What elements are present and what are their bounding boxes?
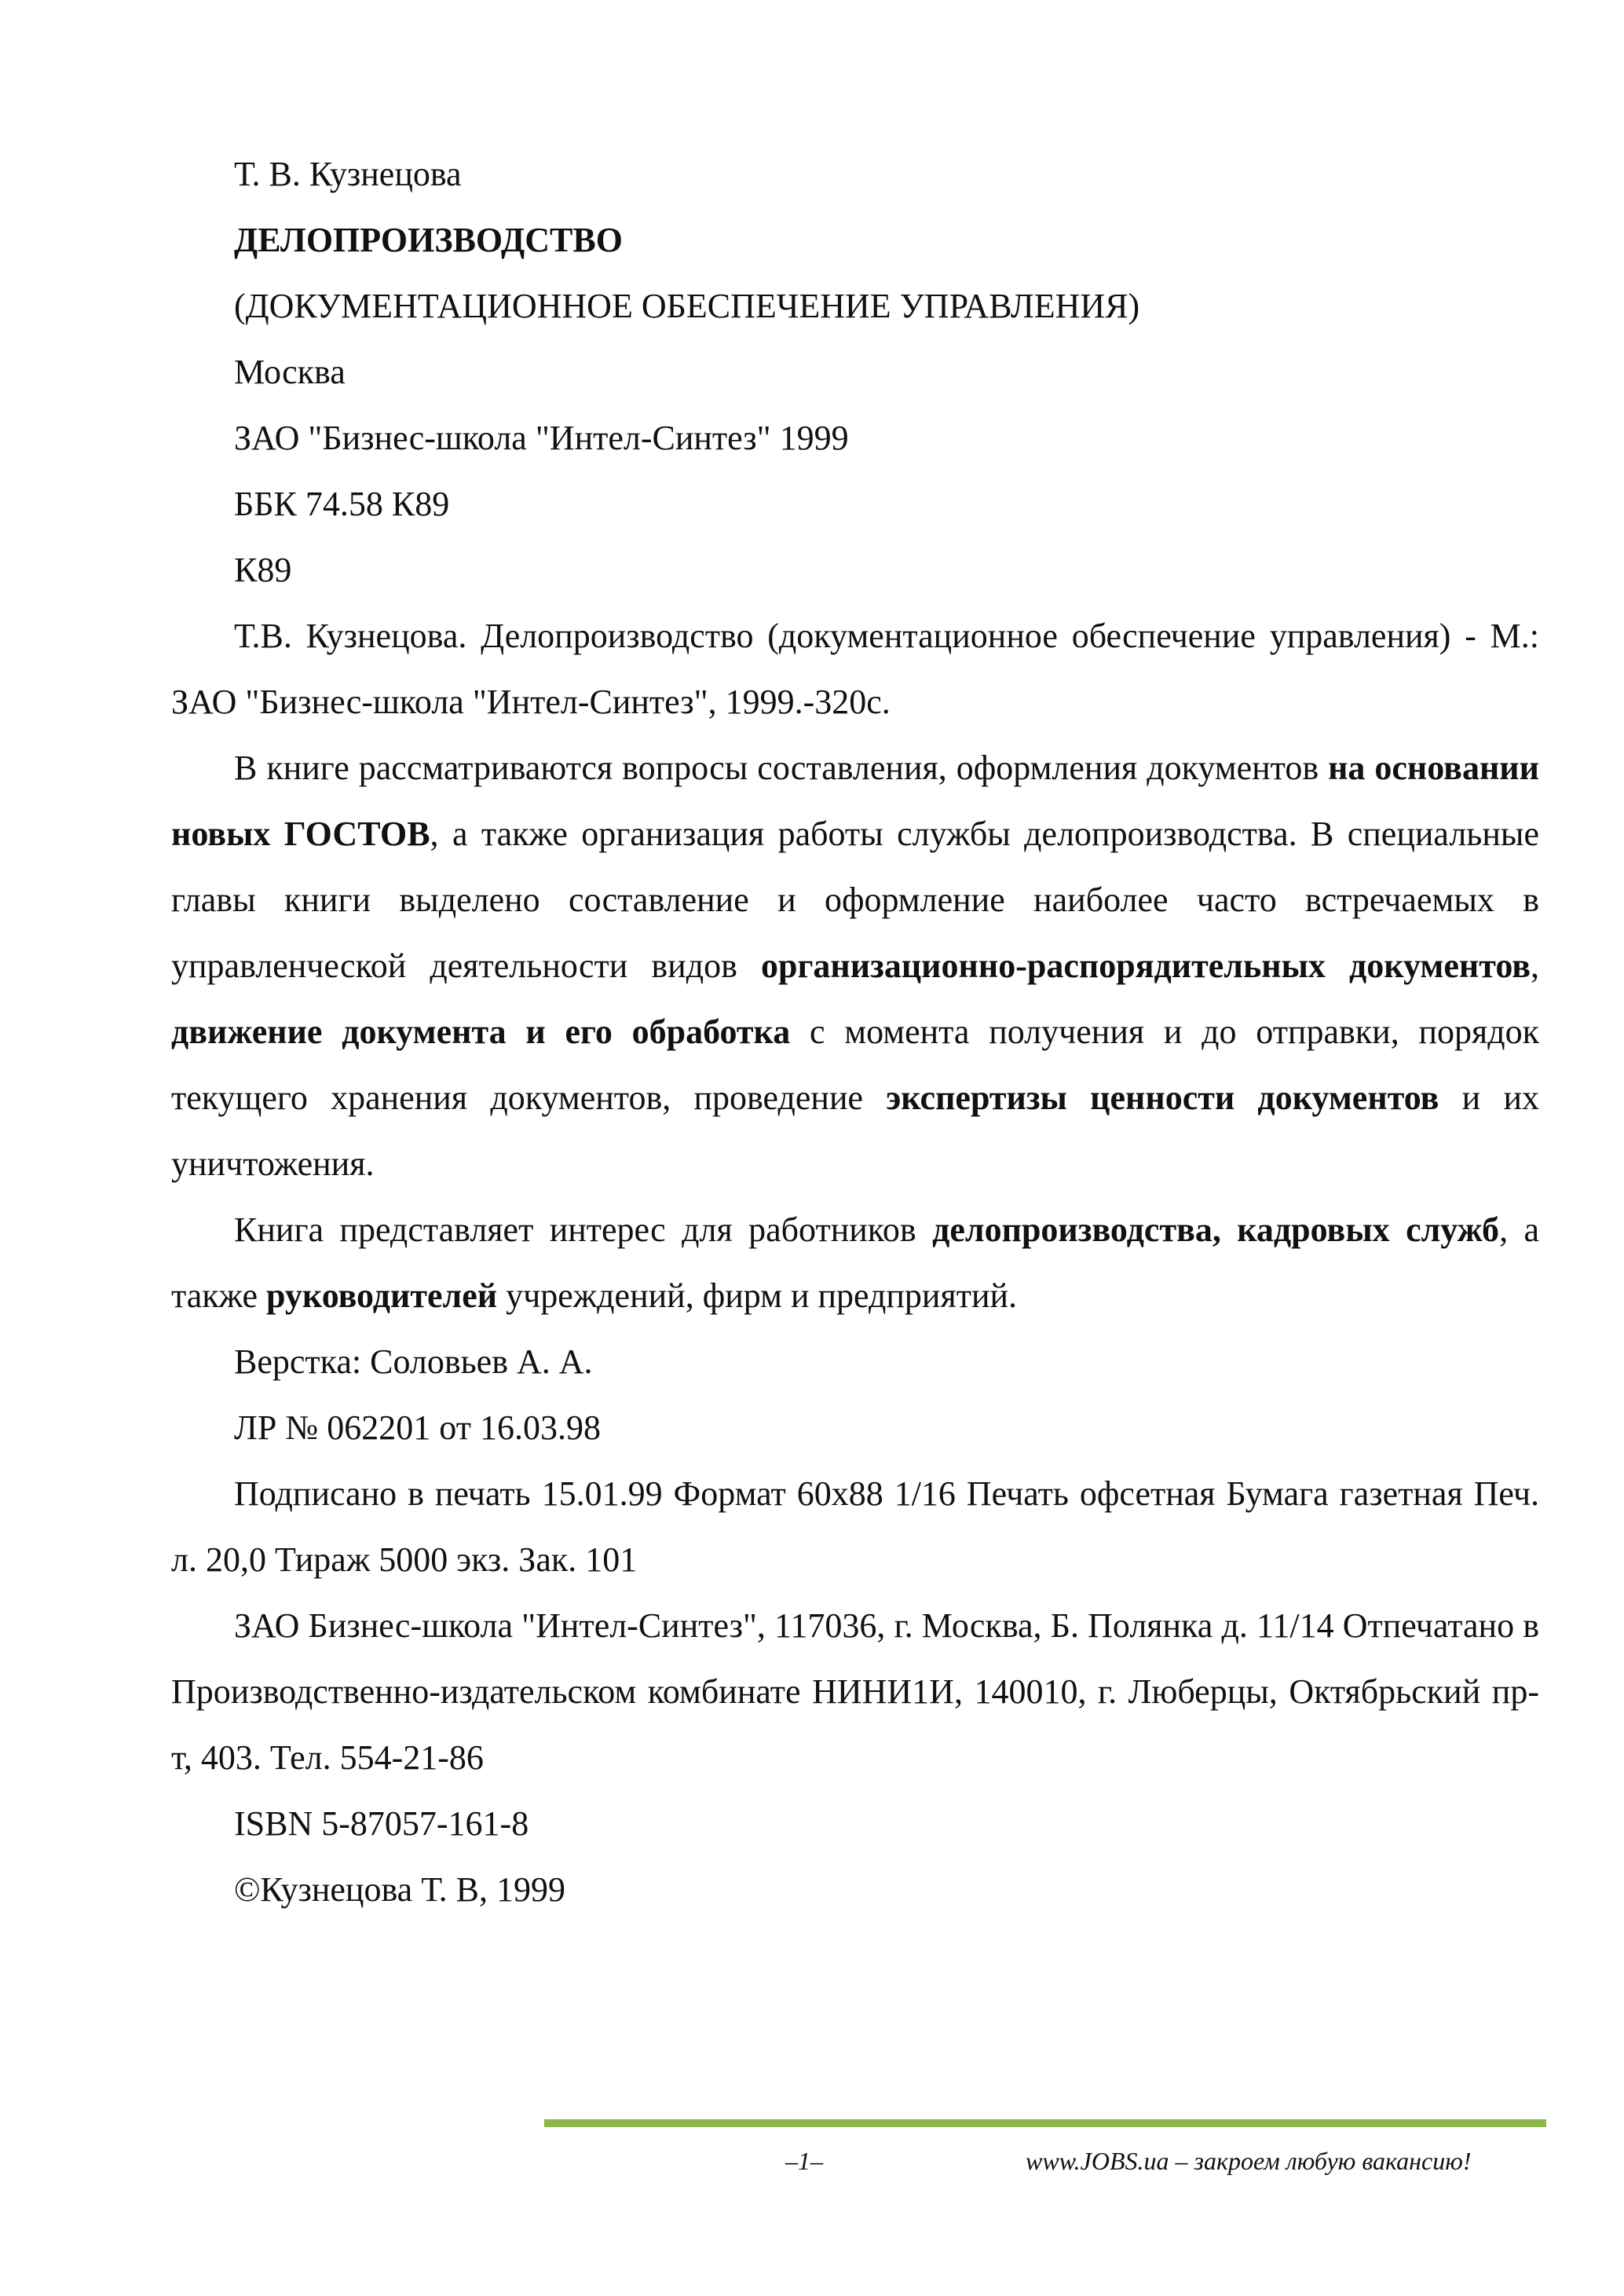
abstract-1-bold-2: организационно-распорядительных документов <box>760 947 1531 985</box>
copyright-line: ©Кузнецова Т. В, 1999 <box>234 1870 566 1909</box>
abstract-1-bold-4: экспертизы ценности документов <box>886 1078 1439 1117</box>
layout-credit: Верстка: Соловьев А. А. <box>234 1342 593 1381</box>
abstract-1-text-1: В книге рассматриваются вопросы составления, оформления документов <box>234 749 1329 787</box>
license-line: ЛР № 062201 от 16.03.98 <box>234 1408 601 1447</box>
abstract-1-bold-1: на основании новых ГОСТОВ <box>171 749 1540 853</box>
bbk-code: ББК 74.58 К89 <box>234 485 450 523</box>
citation-paragraph: Т.В. Кузнецова. Делопроизводство (документационное обеспечение управления) - М.: ЗАО "Бизнес-школа "Интел-Синтез", 1999.-320с. <box>171 617 1539 721</box>
abstract-paragraph-1 <box>171 735 1539 1197</box>
abstract-2-text-3: учреждений, фирм и предприятий. <box>497 1276 1018 1315</box>
abstract-1-text-4: с момента получения и до отправки, порядок текущего хранения документов, проведение <box>171 1013 1539 1117</box>
footer-rule <box>544 2119 1546 2127</box>
publisher-line: ЗАО "Бизнес-школа "Интел-Синтез" 1999 <box>234 419 849 457</box>
isbn-line: ISBN 5-87057-161-8 <box>234 1804 529 1843</box>
page-body <box>171 141 1539 1923</box>
page-number: –1– <box>785 2147 823 2175</box>
print-info-paragraph: Подписано в печать 15.01.99 Формат 60x88 1/16 Печать офсетная Бумага газетная Печ. л. 20,0 Тираж 5000 экз. Зак. 101 <box>171 1474 1539 1579</box>
book-subtitle: (ДОКУМЕНТАЦИОННОЕ ОБЕСПЕЧЕНИЕ УПРАВЛЕНИЯ) <box>234 287 1140 325</box>
abstract-2-text-1: Книга представляет интерес для работников <box>234 1210 933 1249</box>
abstract-1-text-3: , <box>1531 947 1539 985</box>
footer-site-note: www.JOBS.ua – закроем любую вакансию! <box>1026 2147 1472 2175</box>
author-code: К89 <box>234 551 292 589</box>
abstract-1-text-2: , а также организация работы службы делопроизводства. В специальные главы книги выделено составление и оформление наиболее часто встречаемых в управленческой деятельности видов <box>171 815 1539 985</box>
book-title: ДЕЛОПРОИЗВОДСТВО <box>234 221 623 259</box>
abstract-1-text-5: и их уничтожения. <box>171 1078 1539 1183</box>
abstract-paragraph-2 <box>171 1197 1539 1329</box>
address-paragraph: ЗАО Бизнес-школа "Интел-Синтез", 117036, г. Москва, Б. Полянка д. 11/14 Отпечатано в Производственно-издательском комбинате НИНИ1И, 140010, г. Люберцы, Октябрьский пр-т, 403. Тел. 554-21-86 <box>171 1606 1539 1777</box>
abstract-2-bold-1: делопроизводства, кадровых служб <box>932 1210 1500 1249</box>
publication-city: Москва <box>234 353 346 391</box>
abstract-2-text-2: , а также <box>171 1210 1540 1315</box>
abstract-2-bold-2: руководителей <box>266 1276 498 1315</box>
author-line: Т. В. Кузнецова <box>234 155 462 193</box>
abstract-1-bold-3: движение документа и его обработка <box>171 1013 791 1051</box>
